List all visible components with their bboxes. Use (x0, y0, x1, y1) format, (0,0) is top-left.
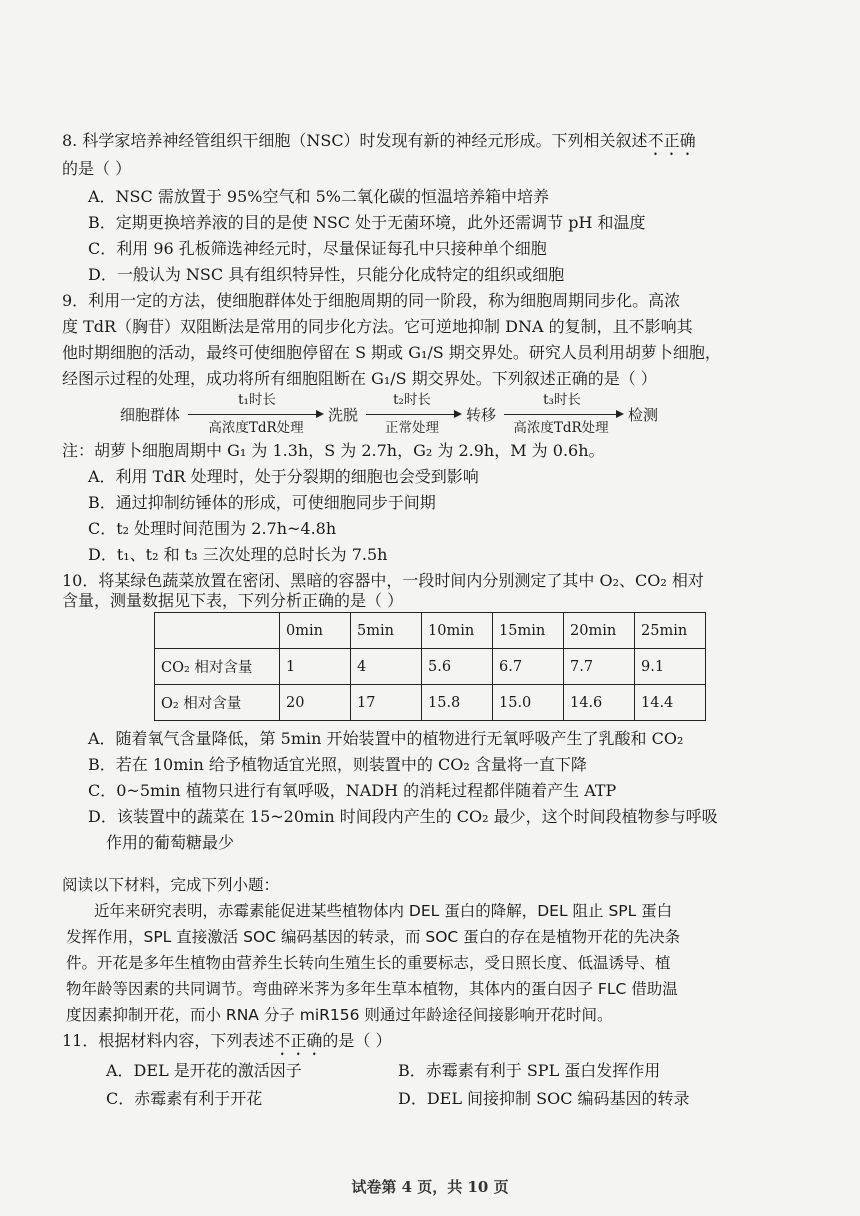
table-cell: 15.8 (422, 685, 493, 721)
q8-stem-text: 8. 科学家培养神经管组织干细胞（NSC）时发现有新的神经元形成。下列相关叙述 (62, 131, 648, 150)
table-header-row (155, 613, 706, 649)
q9-stem-line4: 经图示过程的处理，成功将所有细胞阻断在 G₁/S 期交界处。下列叙述正确的是（ ） (62, 369, 657, 388)
q10-option-a: A．随着氧气含量降低，第 5min 开始装置中的植物进行无氧呼吸产生了乳酸和 CO₂ (88, 729, 684, 748)
table-cell: CO₂ 相对含量 (155, 649, 280, 685)
q9-option-a: A．利用 TdR 处理时，处于分裂期的细胞也会受到影响 (88, 467, 479, 486)
table-cell: 4 (351, 649, 422, 685)
flow-node-detect: 检测 (628, 406, 659, 424)
q11-option-a: A．DEL 是开花的激活因子 (106, 1061, 302, 1080)
q10-stem-line2: 含量，测量数据见下表，下列分析正确的是（ ） (62, 591, 404, 610)
reading-line1: 近年来研究表明，赤霉素能促进某些植物体内 DEL 蛋白的降解，DEL 阻止 SPL 蛋白 (94, 902, 673, 920)
q10-option-c: C．0~5min 植物只进行有氧呼吸，NADH 的消耗过程都伴随着产生 ATP (88, 781, 617, 800)
table-cell: 17 (351, 685, 422, 721)
reading-line2: 发挥作用，SPL 直接激活 SOC 编码基因的转录，而 SOC 蛋白的存在是植物开花的先决条 (66, 928, 681, 946)
table-cell: 14.6 (564, 685, 635, 721)
q10-option-d-cont: 作用的葡萄糖最少 (106, 833, 235, 852)
table-cell: 14.4 (635, 685, 706, 721)
table-header-cell: 20min (564, 613, 635, 649)
table-header-cell: 0min (280, 613, 351, 649)
q9-stem-line2: 度 TdR（胸苷）双阻断法是常用的同步化方法。它可逆地抑制 DNA 的复制，且不影响其 (62, 317, 693, 336)
flow-arrow2-top: t₂时长 (393, 392, 431, 408)
flow-node-transfer: 转移 (466, 406, 497, 424)
q8-option-a: A．NSC 需放置于 95%空气和 5%二氧化碳的恒温培养箱中培养 (88, 187, 549, 206)
table-cell: 20 (280, 685, 351, 721)
table-cell: 6.7 (493, 649, 564, 685)
flow-node-wash: 洗脱 (328, 406, 359, 424)
q11-stem (62, 1030, 391, 1059)
flow-arrow3 (504, 414, 622, 415)
flow-arrow1-bottom: 高浓度TdR处理 (208, 420, 304, 436)
table-header-cell: 10min (422, 613, 493, 649)
q11-option-d: D．DEL 间接抑制 SOC 编码基因的转录 (398, 1089, 690, 1108)
flow-arrow3-top: t₃时长 (543, 392, 581, 408)
q10-stem-line1: 10．将某绿色蔬菜放置在密闭、黑暗的容器中，一段时间内分别测定了其中 O₂、CO₂ 相对 (62, 571, 704, 590)
flow-arrow2 (366, 414, 460, 415)
reading-line3: 件。开花是多年生植物由营养生长转向生殖生长的重要标志，受日照长度、低温诱导、植 (66, 954, 671, 972)
reading-intro: 阅读以下材料，完成下列小题： (62, 876, 280, 894)
q11-option-c: C．赤霉素有利于开花 (106, 1089, 263, 1108)
table-cell: O₂ 相对含量 (155, 685, 280, 721)
q10-data-table (154, 612, 706, 721)
flow-arrow2-bottom: 正常处理 (385, 420, 439, 436)
q9-stem-line3: 他时期细胞的活动，最终可使细胞停留在 S 期或 G₁/S 期交界处。研究人员利用胡萝卜细胞， (62, 343, 721, 362)
table-cell: 9.1 (635, 649, 706, 685)
table-row (155, 685, 706, 721)
table-cell: 7.7 (564, 649, 635, 685)
q9-option-b: B．通过抑制纺锤体的形成，可使细胞同步于间期 (88, 493, 436, 512)
q9-stem-line1: 9．利用一定的方法，使细胞群体处于细胞周期的同一阶段，称为细胞周期同步化。高浓 (62, 291, 681, 310)
flow-arrow1-top: t₁时长 (238, 392, 276, 408)
q11-emphasis: 不正确 (274, 1031, 323, 1050)
q8-stem-line2: 的是（ ） (62, 159, 132, 178)
table-cell: 5.6 (422, 649, 493, 685)
table-cell: 1 (280, 649, 351, 685)
q10-option-b: B．若在 10min 给予植物适宜光照，则装置中的 CO₂ 含量将一直下降 (88, 755, 587, 774)
reading-line5: 度因素抑制开花，而小 RNA 分子 miR156 则通过年龄途径间接影响开花时间。 (66, 1006, 613, 1024)
table-header-cell: 5min (351, 613, 422, 649)
q8-option-d: D．一般认为 NSC 具有组织特异性，只能分化成特定的组织或细胞 (88, 265, 565, 284)
reading-line4: 物年龄等因素的共同调节。弯曲碎米荠为多年生草本植物，其体内的蛋白因子 FLC 借助温 (66, 980, 678, 998)
q9-option-c: C．t₂ 处理时间范围为 2.7h~4.8h (88, 519, 337, 538)
table-header-cell (155, 613, 280, 649)
table-header-cell: 25min (635, 613, 706, 649)
q8-emphasis: 不正确 (647, 131, 696, 150)
q10-option-d: D．该装置中的蔬菜在 15~20min 时间段内产生的 CO₂ 最少，这个时间段植物参与呼吸 (88, 807, 718, 826)
flow-arrow3-bottom: 高浓度TdR处理 (513, 420, 609, 436)
q8-stem-line1 (62, 130, 696, 159)
q9-note: 注：胡萝卜细胞周期中 G₁ 为 1.3h，S 为 2.7h，G₂ 为 2.9h，M 为 0.6h。 (62, 441, 605, 460)
table-row (155, 649, 706, 685)
q9-flow-diagram (120, 392, 680, 438)
flow-node-cells: 细胞群体 (120, 406, 181, 424)
table-header-cell: 15min (493, 613, 564, 649)
q11-stem-text: 11．根据材料内容，下列表述 (62, 1031, 275, 1050)
q9-option-d: D．t₁、t₂ 和 t₃ 三次处理的总时长为 7.5h (88, 545, 388, 564)
page-footer: 试卷第 4 页，共 10 页 (351, 1178, 509, 1196)
q11-option-b: B．赤霉素有利于 SPL 蛋白发挥作用 (398, 1061, 661, 1080)
q11-stem-tail: 的是（ ） (322, 1031, 392, 1050)
table-cell: 15.0 (493, 685, 564, 721)
flow-arrow1 (188, 414, 322, 415)
q8-option-b: B．定期更换培养液的目的是使 NSC 处于无菌环境，此外还需调节 pH 和温度 (88, 213, 646, 232)
q8-option-c: C．利用 96 孔板筛选神经元时，尽量保证每孔中只接种单个细胞 (88, 239, 547, 258)
